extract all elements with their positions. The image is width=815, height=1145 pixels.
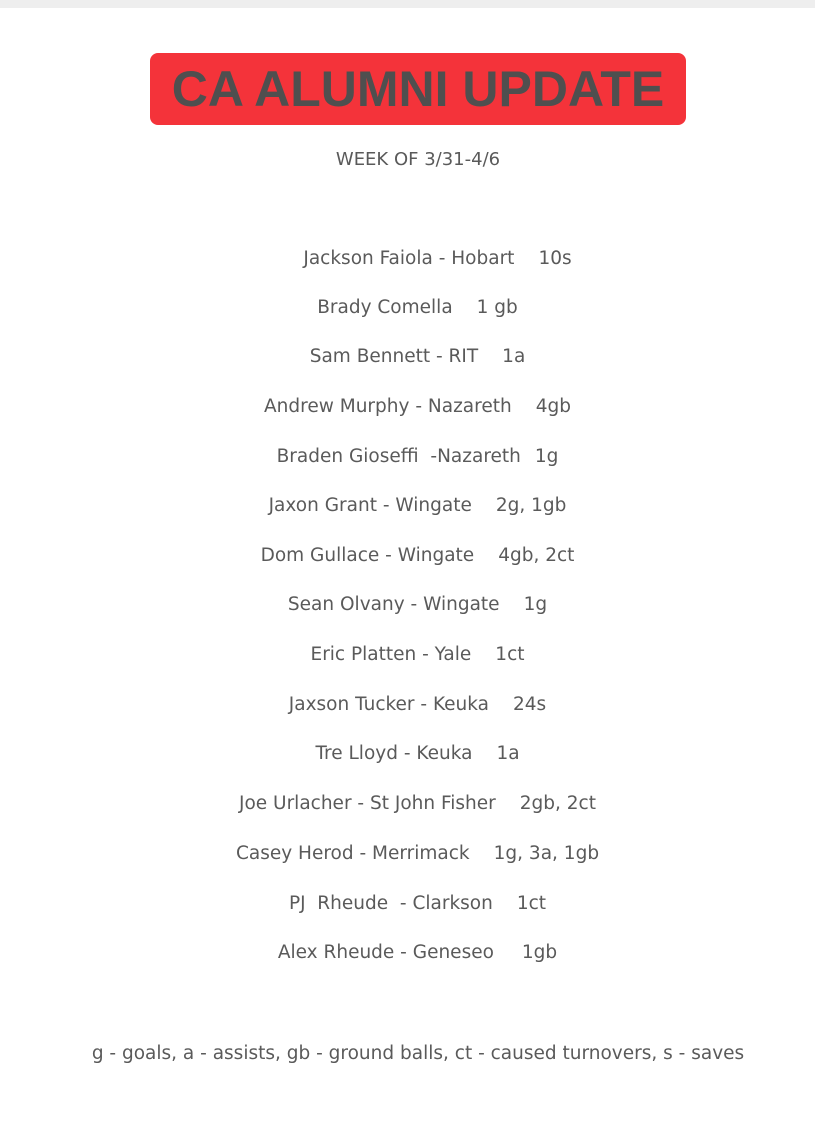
player-stats: 4gb, 2ct [498,545,575,566]
player-name: Andrew Murphy - Nazareth [264,396,512,417]
player-stats: 1ct [495,644,525,665]
player-name: Jaxon Grant - Wingate [268,495,472,516]
stat-row [0,248,815,274]
player-stats: 10s [538,248,572,269]
player-name: Jackson Faiola - Hobart [303,248,515,269]
stat-row [0,793,815,819]
player-stats: 2g, 1gb [495,495,567,516]
player-stats: 1a [502,346,526,367]
player-stats: 1g [534,446,559,467]
player-stats: 1a [496,743,520,764]
player-stats: 1gb [521,942,558,963]
player-name: Casey Herod - Merrimack [235,843,470,864]
player-name: Eric Platten - Yale [310,644,472,665]
player-stats: 1 gb [476,297,518,318]
stat-row [0,843,815,869]
player-name: Braden Gioseffi -Nazareth [276,446,521,467]
week-subtitle: WEEK OF 3/31-4/6 [335,149,501,170]
player-stats: 2gb, 2ct [519,793,596,814]
stat-legend: g - goals, a - assists, gb - ground balls, ct - caused turnovers, s - saves [91,1043,745,1064]
stat-row [0,644,815,670]
player-stats: 1g [523,594,548,615]
stat-row [0,942,815,968]
player-name: PJ Rheude - Clarkson [288,893,493,914]
player-name: Tre Lloyd - Keuka [315,743,473,764]
stat-row [0,495,815,521]
stat-row [0,446,815,472]
player-name: Sean Olvany - Wingate [287,594,500,615]
stat-row [0,396,815,422]
player-stats: 24s [513,694,547,715]
player-stats: 1g, 3a, 1gb [493,843,600,864]
stat-row [0,694,815,720]
stat-row [0,594,815,620]
player-stats: 1ct [516,893,547,914]
player-name: Brady Comella [317,297,453,318]
player-name: Jaxson Tucker - Keuka [288,694,490,715]
stat-row [0,346,815,372]
stat-row [0,297,815,323]
player-name: Sam Bennett - RIT [309,346,479,367]
player-name: Alex Rheude - Geneseo [277,942,494,963]
player-name: Dom Gullace - Wingate [260,545,475,566]
player-name: Joe Urlacher - St John Fisher [239,793,496,814]
stat-row [0,743,815,769]
stat-row [0,545,815,571]
stat-row [0,893,815,919]
page-title: CA ALUMNI UPDATE [171,61,665,117]
player-stats: 4gb [535,396,571,417]
